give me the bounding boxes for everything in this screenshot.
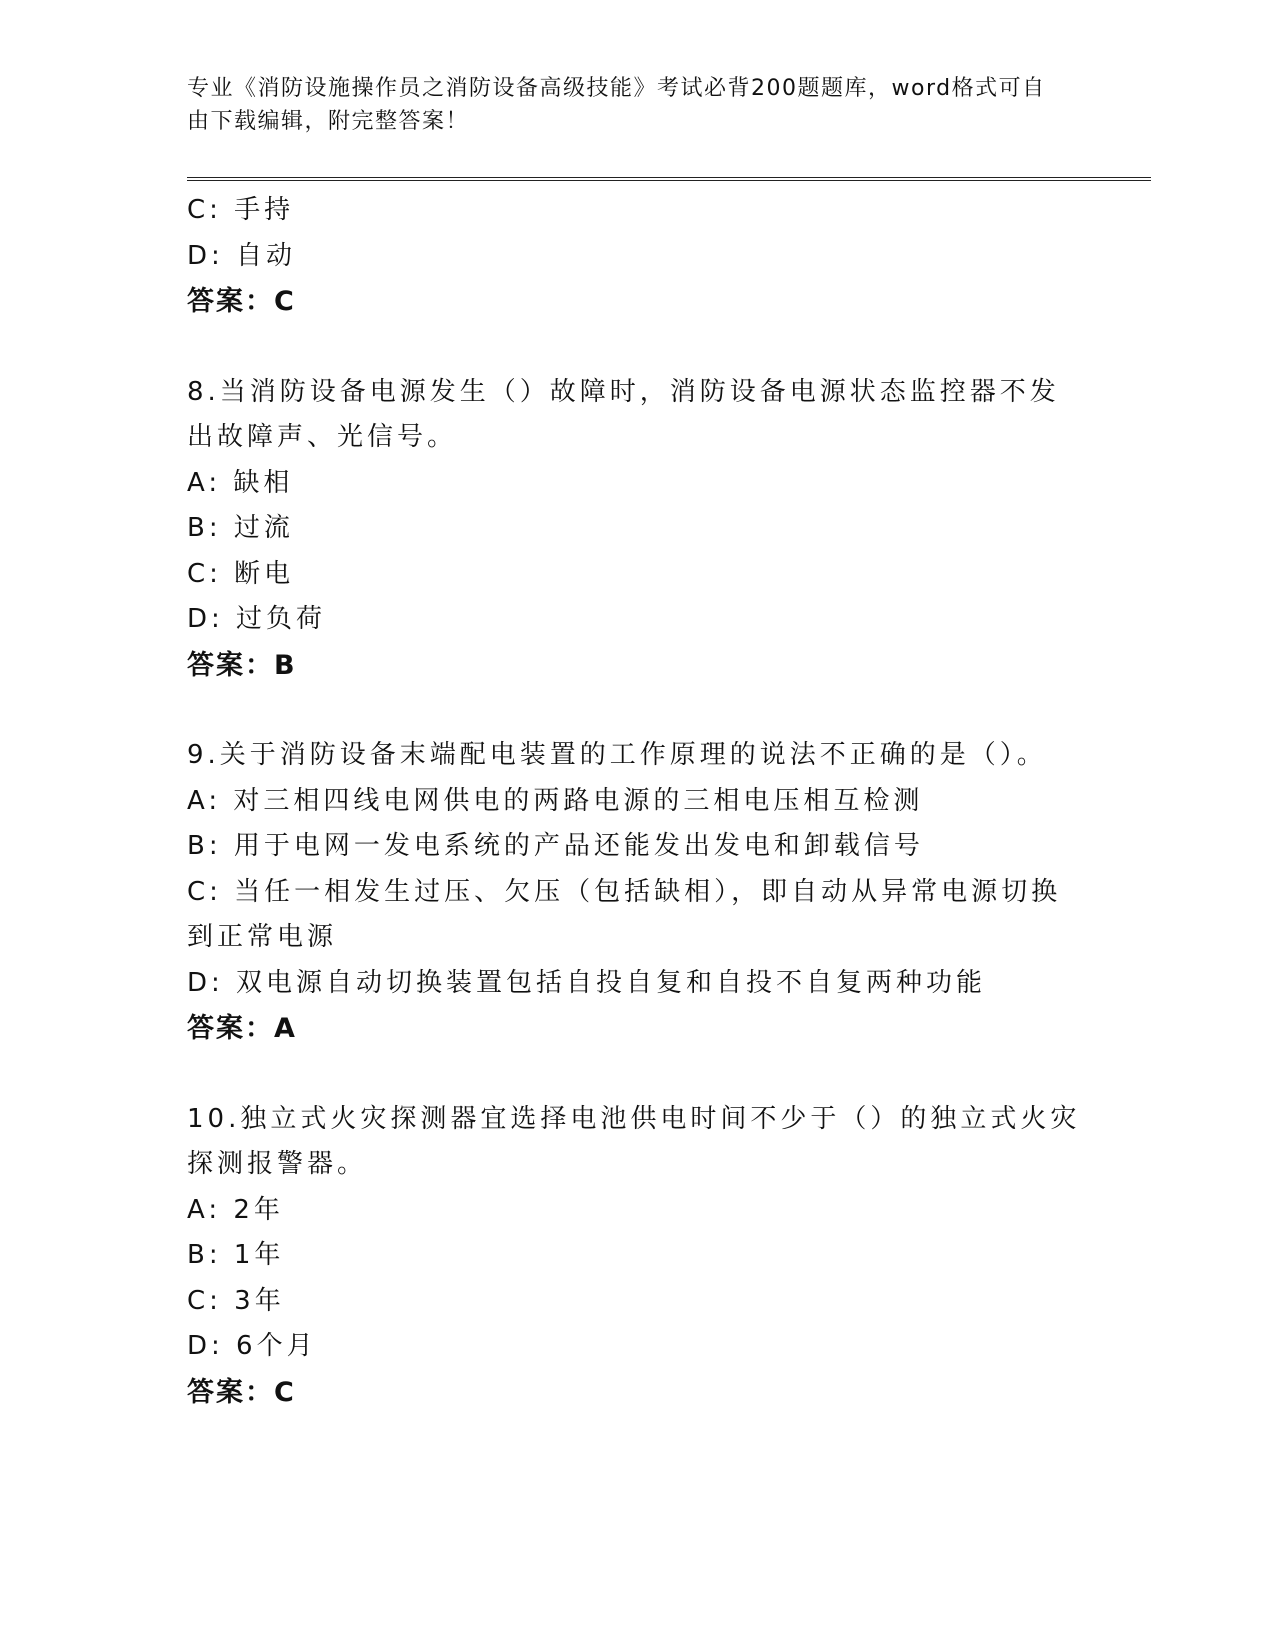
question-9 <box>187 733 1087 1052</box>
option-a: A: 缺相 <box>187 467 294 498</box>
document-body <box>187 188 1087 1415</box>
option-a: A: 2年 <box>187 1194 284 1225</box>
question-8 <box>187 370 1087 689</box>
option-a: A: 对三相四线电网供电的两路电源的三相电压相互检测 <box>187 785 924 816</box>
option-b: B: 1年 <box>187 1240 285 1270</box>
question-text: 9.关于消防设备末端配电装置的工作原理的说法不正确的是（）。 <box>187 740 1047 770</box>
question-text: 8.当消防设备电源发生（）故障时，消防设备电源状态监控器不发出故障声、光信号。 <box>187 376 1060 452</box>
option-c: C: 断电 <box>187 558 295 589</box>
option-c: C: 手持 <box>187 195 295 225</box>
question-10 <box>187 1097 1087 1416</box>
option-d: D: 双电源自动切换装置包括自投自复和自投不自复两种功能 <box>187 967 987 998</box>
answer: 答案：B <box>187 649 297 681</box>
answer: 答案：C <box>187 286 296 317</box>
answer: 答案：A <box>187 1013 297 1044</box>
previous-question-tail <box>187 188 1087 325</box>
page-header: 专业《消防设施操作员之消防设备高级技能》考试必背200题题库，word格式可自由下载编辑，附完整答案！ <box>187 76 1046 134</box>
answer: 答案：C <box>187 1376 296 1408</box>
option-c: C: 当任一相发生过压、欠压（包括缺相），即自动从异常电源切换到正常电源 <box>187 876 1062 952</box>
option-d: D: 自动 <box>187 240 297 271</box>
option-b: B: 用于电网一发电系统的产品还能发出发电和卸载信号 <box>187 831 924 861</box>
header-divider <box>187 177 1151 181</box>
option-d: D: 6个月 <box>187 1331 317 1361</box>
option-c: C: 3年 <box>187 1285 285 1316</box>
option-b: B: 过流 <box>187 513 294 543</box>
question-text: 10.独立式火灾探测器宜选择电池供电时间不少于（）的独立式火灾探测报警器。 <box>187 1103 1081 1179</box>
option-d: D: 过负荷 <box>187 604 327 634</box>
